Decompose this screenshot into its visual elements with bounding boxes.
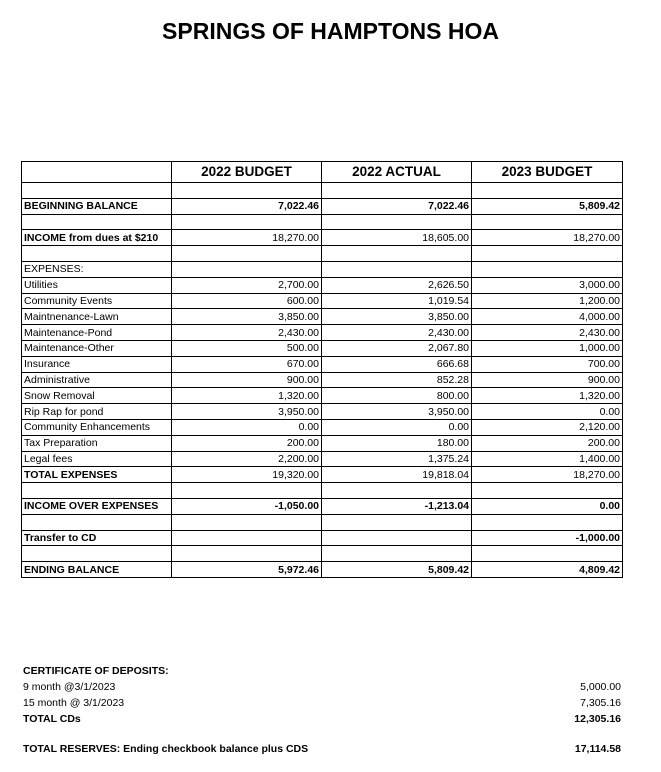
cell-2022-budget: 3,850.00 xyxy=(172,309,322,325)
cell-2022-actual: 852.28 xyxy=(322,372,472,388)
cell-2023-budget: 5,809.42 xyxy=(472,198,623,214)
cell-2022-budget xyxy=(172,530,322,546)
table-row xyxy=(22,483,623,499)
cell-2022-budget: 2,700.00 xyxy=(172,277,322,293)
cell-2023-budget: 0.00 xyxy=(472,404,623,420)
row-label: INCOME from dues at $210 xyxy=(22,230,172,246)
cell-2022-actual xyxy=(322,246,472,262)
cell-2022-actual xyxy=(322,214,472,230)
cell-2023-budget xyxy=(472,483,623,499)
row-label: Utilities xyxy=(22,277,172,293)
cell-2022-actual: -1,213.04 xyxy=(322,498,472,514)
row-label xyxy=(22,214,172,230)
document-title: SPRINGS OF HAMPTONS HOA xyxy=(162,18,499,44)
cd-item-amount: 7,305.16 xyxy=(580,697,621,709)
row-label: TOTAL EXPENSES xyxy=(22,467,172,483)
cell-2022-actual xyxy=(322,530,472,546)
cell-2022-budget: 600.00 xyxy=(172,293,322,309)
cell-2023-budget: 1,320.00 xyxy=(472,388,623,404)
cell-2023-budget xyxy=(472,261,623,277)
cd-item-row xyxy=(23,679,621,695)
cell-2022-actual xyxy=(322,514,472,530)
cell-2022-budget: 7,022.46 xyxy=(172,198,322,214)
cell-2022-actual: 3,850.00 xyxy=(322,309,472,325)
row-label xyxy=(22,546,172,562)
cell-2022-actual: 0.00 xyxy=(322,419,472,435)
table-row xyxy=(22,514,623,530)
cell-2022-budget xyxy=(172,514,322,530)
table-row xyxy=(22,246,623,262)
cell-2022-budget xyxy=(172,246,322,262)
cell-2023-budget xyxy=(472,246,623,262)
cell-2022-actual: 3,950.00 xyxy=(322,404,472,420)
table-row xyxy=(22,498,623,514)
cell-2022-actual: 180.00 xyxy=(322,435,472,451)
row-label: Insurance xyxy=(22,356,172,372)
cell-2022-budget xyxy=(172,261,322,277)
row-label: Community Events xyxy=(22,293,172,309)
table-header-row xyxy=(22,162,623,183)
table-row xyxy=(22,214,623,230)
cell-2023-budget: 4,000.00 xyxy=(472,309,623,325)
certificates-section xyxy=(23,663,621,727)
table-row xyxy=(22,435,623,451)
row-label: Legal fees xyxy=(22,451,172,467)
certificates-heading-row xyxy=(23,663,621,679)
cell-2022-budget: 200.00 xyxy=(172,435,322,451)
certificates-heading: CERTIFICATE OF DEPOSITS: xyxy=(23,665,169,677)
cell-2023-budget: 18,270.00 xyxy=(472,467,623,483)
cell-2022-actual: 2,626.50 xyxy=(322,277,472,293)
table-row xyxy=(22,183,623,199)
cd-item-row xyxy=(23,695,621,711)
cell-2022-budget: 5,972.46 xyxy=(172,562,322,578)
header-2023-budget: 2023 BUDGET xyxy=(472,162,623,183)
table-row xyxy=(22,198,623,214)
table-row xyxy=(22,293,623,309)
cell-2023-budget: 900.00 xyxy=(472,372,623,388)
row-label: Transfer to CD xyxy=(22,530,172,546)
cd-item-label: 15 month @ 3/1/2023 xyxy=(23,697,125,709)
cell-2022-budget: -1,050.00 xyxy=(172,498,322,514)
cell-2022-budget: 500.00 xyxy=(172,340,322,356)
cell-2023-budget: 700.00 xyxy=(472,356,623,372)
cell-2022-actual: 666.68 xyxy=(322,356,472,372)
cell-2023-budget: 1,000.00 xyxy=(472,340,623,356)
row-label xyxy=(22,514,172,530)
cell-2022-actual: 2,430.00 xyxy=(322,325,472,341)
cell-2022-actual: 1,019.54 xyxy=(322,293,472,309)
row-label: Maintnenance-Lawn xyxy=(22,309,172,325)
cell-2022-actual: 1,375.24 xyxy=(322,451,472,467)
cd-total-label: TOTAL CDs xyxy=(23,713,81,725)
table-row xyxy=(22,388,623,404)
cell-2022-actual: 19,818.04 xyxy=(322,467,472,483)
cell-2022-actual xyxy=(322,483,472,499)
cell-2022-budget: 1,320.00 xyxy=(172,388,322,404)
table-row xyxy=(22,530,623,546)
row-label: Maintenance-Pond xyxy=(22,325,172,341)
cell-2022-budget: 900.00 xyxy=(172,372,322,388)
cell-2023-budget xyxy=(472,514,623,530)
cell-2022-budget xyxy=(172,183,322,199)
cd-item-amount: 5,000.00 xyxy=(580,681,621,693)
total-reserves-amount: 17,114.58 xyxy=(574,743,621,755)
cell-2023-budget xyxy=(472,546,623,562)
cell-2022-budget: 670.00 xyxy=(172,356,322,372)
header-2022-actual: 2022 ACTUAL xyxy=(322,162,472,183)
cell-2022-actual: 18,605.00 xyxy=(322,230,472,246)
cell-2022-actual: 5,809.42 xyxy=(322,562,472,578)
row-label: Community Enhancements xyxy=(22,419,172,435)
cell-2023-budget: 3,000.00 xyxy=(472,277,623,293)
cell-2022-budget: 0.00 xyxy=(172,419,322,435)
table-row xyxy=(22,546,623,562)
table-row xyxy=(22,325,623,341)
cd-total-row xyxy=(23,711,621,727)
table-row xyxy=(22,309,623,325)
cell-2022-budget xyxy=(172,214,322,230)
cell-2022-actual xyxy=(322,261,472,277)
cell-2023-budget: 1,400.00 xyxy=(472,451,623,467)
table-row xyxy=(22,372,623,388)
table-row xyxy=(22,356,623,372)
cell-2023-budget: -1,000.00 xyxy=(472,530,623,546)
table-row xyxy=(22,419,623,435)
cd-item-label: 9 month @3/1/2023 xyxy=(23,681,116,693)
cell-2022-actual xyxy=(322,183,472,199)
row-label xyxy=(22,483,172,499)
total-reserves-label: TOTAL RESERVES: Ending checkbook balance plus CDS xyxy=(23,743,309,755)
cell-2023-budget: 18,270.00 xyxy=(472,230,623,246)
cell-2023-budget xyxy=(472,183,623,199)
cell-2023-budget: 200.00 xyxy=(472,435,623,451)
table-row xyxy=(22,277,623,293)
cell-2023-budget: 0.00 xyxy=(472,498,623,514)
row-label: EXPENSES: xyxy=(22,261,172,277)
table-row xyxy=(22,340,623,356)
cell-2022-budget: 3,950.00 xyxy=(172,404,322,420)
cell-2023-budget: 1,200.00 xyxy=(472,293,623,309)
row-label xyxy=(22,246,172,262)
header-2022-budget: 2022 BUDGET xyxy=(172,162,322,183)
table-row xyxy=(22,467,623,483)
row-label: INCOME OVER EXPENSES xyxy=(22,498,172,514)
table-row xyxy=(22,404,623,420)
row-label: ENDING BALANCE xyxy=(22,562,172,578)
cell-2022-budget: 19,320.00 xyxy=(172,467,322,483)
cell-2022-actual: 2,067.80 xyxy=(322,340,472,356)
row-label: Rip Rap for pond xyxy=(22,404,172,420)
budget-table-body xyxy=(22,183,623,578)
row-label: Tax Preparation xyxy=(22,435,172,451)
cell-2022-actual xyxy=(322,546,472,562)
cell-2023-budget: 4,809.42 xyxy=(472,562,623,578)
cell-2022-budget xyxy=(172,546,322,562)
row-label: Snow Removal xyxy=(22,388,172,404)
total-reserves-row xyxy=(23,741,621,757)
cell-2022-budget: 2,200.00 xyxy=(172,451,322,467)
cell-2023-budget xyxy=(472,214,623,230)
cell-2022-budget xyxy=(172,483,322,499)
cell-2023-budget: 2,430.00 xyxy=(472,325,623,341)
cell-2022-actual: 800.00 xyxy=(322,388,472,404)
row-label: BEGINNING BALANCE xyxy=(22,198,172,214)
cell-2022-budget: 2,430.00 xyxy=(172,325,322,341)
budget-table xyxy=(21,161,623,578)
cell-2023-budget: 2,120.00 xyxy=(472,419,623,435)
row-label: Maintenance-Other xyxy=(22,340,172,356)
cell-2022-actual: 7,022.46 xyxy=(322,198,472,214)
header-label-column xyxy=(22,162,172,183)
row-label xyxy=(22,183,172,199)
table-row xyxy=(22,230,623,246)
table-row xyxy=(22,261,623,277)
table-row xyxy=(22,451,623,467)
cd-total-amount: 12,305.16 xyxy=(574,713,621,725)
table-row xyxy=(22,562,623,578)
row-label: Administrative xyxy=(22,372,172,388)
cell-2022-budget: 18,270.00 xyxy=(172,230,322,246)
